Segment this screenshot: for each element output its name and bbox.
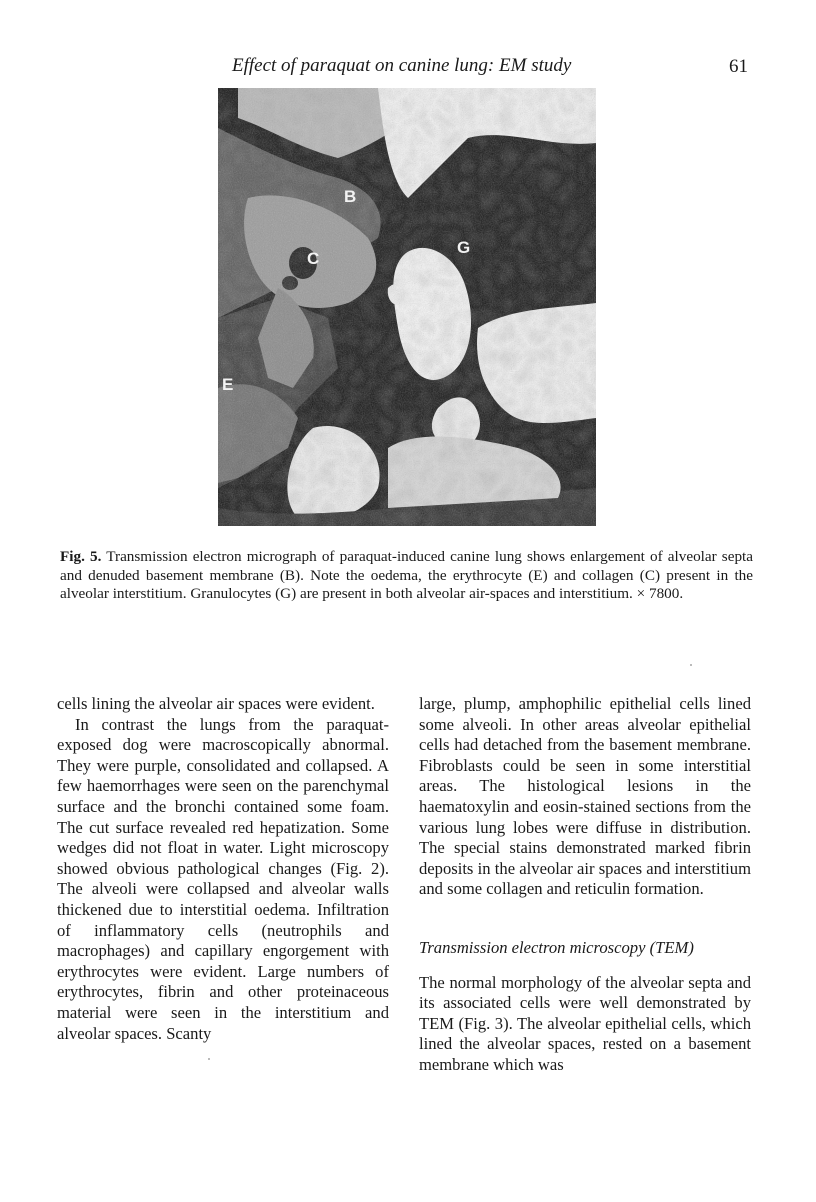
running-title: Effect of paraquat on canine lung: EM study xyxy=(232,55,572,76)
electron-micrograph-figure xyxy=(218,88,596,526)
figure-number: Fig. 5. xyxy=(60,548,102,565)
section-heading-tem: Transmission electron microscopy (TEM) xyxy=(419,937,694,957)
micrograph-label-e: E xyxy=(222,375,234,394)
micrograph-label-g: G xyxy=(457,238,471,257)
figure-caption xyxy=(60,548,753,604)
micrograph-label-b: B xyxy=(344,187,357,206)
scan-speck xyxy=(690,664,692,666)
scan-speck xyxy=(208,1058,210,1060)
right-paragraph-2: The normal morphology of the alveolar septa and its associated cells were well demonstrated by TEM (Fig. 3). The alveolar epithelial cells, which lined the alveolar spaces, rested on a basement membrane which was xyxy=(419,972,751,1074)
micrograph-label-c: C xyxy=(307,249,320,268)
right-paragraph-1: large, plump, amphophilic epithelial cells lined some alveoli. In other areas alveolar epithelial cells had detached from the basement membrane. Fibroblasts could be seen in some interstitial areas. The histological lesions in the haematoxylin and eosin-stained sections from the various lung lobes were diffuse in distribution. The special stains demonstrated marked fibrin deposits in the alveolar air spaces and interstitium and some collagen and reticulin formation. xyxy=(419,694,751,899)
left-text-column xyxy=(57,694,389,1044)
figure-caption-text: Transmission electron micrograph of paraquat-induced canine lung shows enlargement of alveolar septa and denuded basement membrane (B). Note the oedema, the erythrocyte (E) and collagen (C) present in the alveolar interstitium. Granulocytes (G) are present in both alveolar air-spaces and interstitium. × 7800. xyxy=(60,548,754,603)
page-number: 61 xyxy=(729,56,748,77)
right-text-column xyxy=(419,694,751,1076)
left-paragraph-2: In contrast the lungs from the paraquat-exposed dog were macroscopically abnormal. They were purple, consolidated and collapsed. A few haemorrhages were seen on the parenchymal surface and the bronchi contained some foam. The cut surface revealed red hepatization. Some wedges did not float in water. Light microscopy showed obvious pathological changes (Fig. 2). The alveoli were collapsed and alveolar walls thickened due to interstitial oedema. Infiltration of inflammatory cells (neutrophils and macrophages) and capillary engorgement with erythrocytes were evident. Large numbers of erythrocytes, fibrin and other proteinaceous material were seen in the interstitium and alveolar spaces. Scanty xyxy=(57,714,389,1043)
left-paragraph-1: cells lining the alveolar air spaces were evident. xyxy=(57,694,375,713)
micrograph-image xyxy=(218,88,596,526)
